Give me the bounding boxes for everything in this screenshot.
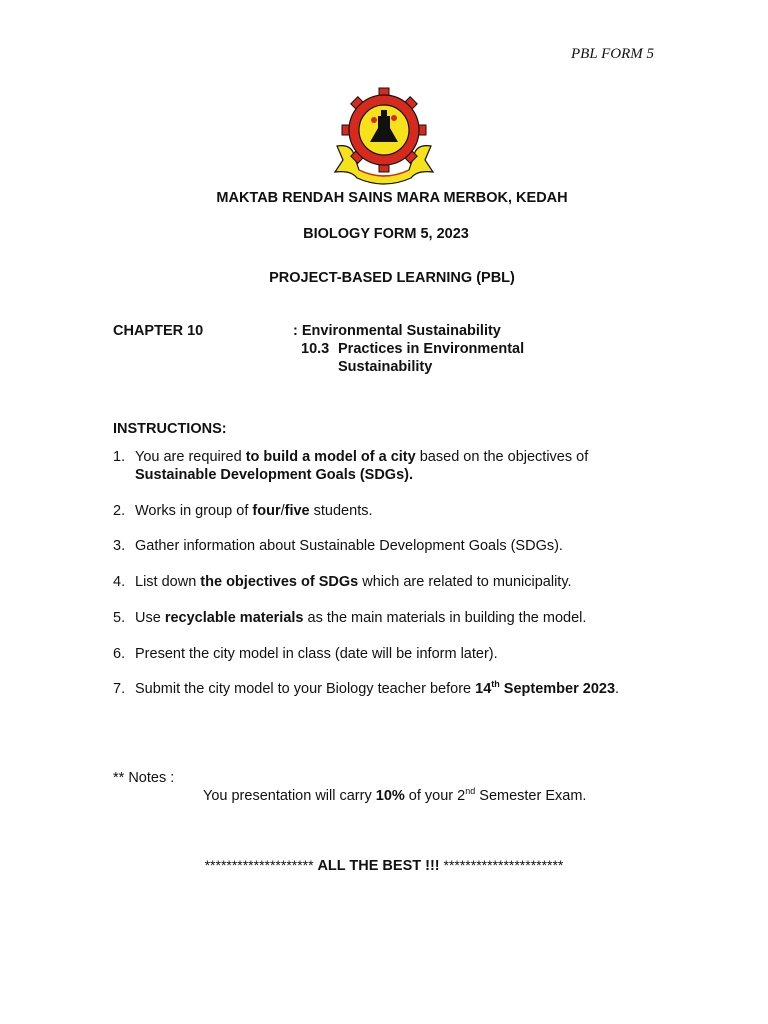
chapter-label: CHAPTER 10: [113, 323, 204, 339]
item-number: 2.: [113, 503, 126, 519]
item-text: List down the objectives of SDGs which are related to municipality.: [135, 574, 572, 590]
instruction-item: [113, 645, 633, 663]
notes-label: ** Notes :: [113, 770, 175, 786]
subject-title: BIOLOGY FORM 5, 2023: [303, 226, 469, 242]
closing-stars-right: **********************: [443, 857, 564, 873]
chapter-title: : Environmental Sustainability: [293, 323, 501, 339]
item-number: 6.: [113, 646, 126, 662]
closing-message: [0, 857, 768, 874]
instruction-item: [113, 448, 633, 484]
notes-text: You presentation will carry 10% of your 2nd Semester Exam.: [203, 786, 587, 804]
item-number: 5.: [113, 610, 126, 626]
item-text: Gather information about Sustainable Development Goals (SDGs).: [135, 538, 563, 554]
item-text: Use recyclable materials as the main materials in building the model.: [135, 610, 587, 626]
item-text: Present the city model in class (date will be inform later).: [135, 646, 498, 662]
closing-stars-left: ********************: [204, 857, 314, 873]
form-tag: PBL FORM 5: [571, 46, 655, 62]
subtopic-title-line2: Sustainability: [338, 359, 433, 375]
item-number: 1.: [113, 449, 126, 465]
project-title: PROJECT-BASED LEARNING (PBL): [269, 270, 515, 286]
item-number: 4.: [113, 574, 126, 590]
instruction-item: [113, 573, 633, 591]
instruction-item: [113, 680, 633, 698]
instruction-item: [113, 537, 633, 555]
item-text: You are required to build a model of a city based on the objectives of Sustainable Development Goals (SDGs).: [135, 449, 589, 483]
closing-text: ALL THE BEST !!!: [317, 858, 440, 874]
instruction-item: [113, 609, 633, 627]
item-text: Works in group of four/five students.: [135, 503, 373, 519]
subtopic-title-line1: Practices in Environmental: [338, 341, 525, 357]
school-name: MAKTAB RENDAH SAINS MARA MERBOK, KEDAH: [216, 190, 568, 206]
item-number: 7.: [113, 681, 126, 697]
school-crest-logo: [329, 86, 439, 186]
instruction-item: [113, 502, 633, 520]
instructions-heading: INSTRUCTIONS:: [113, 421, 227, 437]
item-text: Submit the city model to your Biology teacher before 14th September 2023.: [135, 679, 620, 697]
subtopic-number: 10.3: [301, 341, 330, 357]
item-number: 3.: [113, 538, 126, 554]
